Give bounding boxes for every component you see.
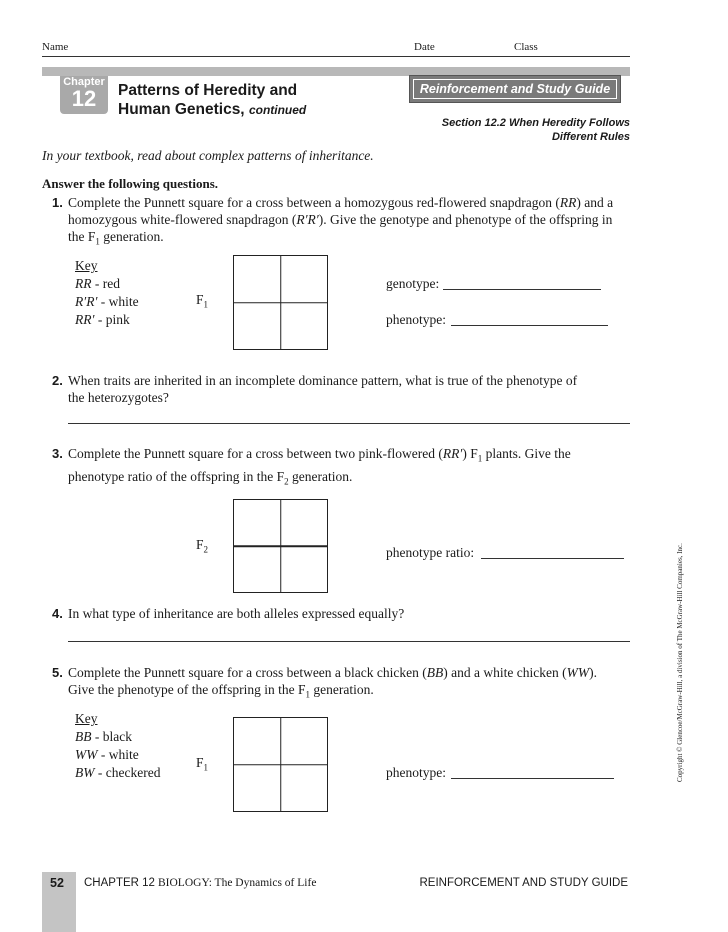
q1-key-code: R′R′ (75, 294, 98, 309)
q1-line1-c: ) and a (576, 195, 614, 210)
q1-key-code: RR (75, 276, 92, 291)
instructions: Answer the following questions. (42, 176, 219, 191)
q1-genotype-answer-line[interactable] (443, 289, 601, 290)
q5-line1-d: WW (566, 665, 590, 680)
q5-key-desc: - checkered (94, 765, 161, 780)
q4-answer-line[interactable] (68, 641, 630, 642)
footer-book: BIOLOGY: The Dynamics of Life (158, 877, 317, 889)
q5-number: 5. (52, 665, 63, 680)
name-label: Name (42, 41, 69, 53)
q1-key (75, 257, 139, 329)
q5-line2-b: generation. (309, 682, 374, 697)
q3-line1-sub: 1 (477, 453, 483, 464)
q1-line3-a: the F (68, 229, 96, 244)
q5-key-code: BB (75, 729, 92, 744)
q1-punnett-square[interactable] (233, 255, 328, 350)
q2-answer-line[interactable] (68, 423, 630, 424)
q1-line2-c: ). Give the genotype and phenotype of the offspring in (318, 212, 613, 227)
q3-line1-a: Complete the Punnett square for a cross between two pink-flowered ( (68, 446, 443, 461)
q2-number: 2. (52, 373, 63, 388)
q5-line2-sub: 1 (305, 689, 310, 700)
q1-key-desc: - white (97, 294, 139, 309)
title-text: Human Genetics, (118, 101, 245, 118)
q1-key-code: RR′ (75, 312, 95, 327)
q3-line1-c: ) F (462, 446, 478, 461)
gen-sub: 1 (203, 299, 209, 310)
q5-line1-a: Complete the Punnett square for a cross between a black chicken ( (68, 665, 427, 680)
q5-key-code: BW (75, 765, 95, 780)
q1-phenotype-answer-line[interactable] (451, 325, 608, 326)
guide-label-box (410, 76, 620, 102)
q4-text: In what type of inheritance are both alleles expressed equally? (68, 606, 405, 621)
q1-text (68, 194, 636, 251)
chapter-number: 12 (71, 86, 97, 111)
banner-bar (42, 67, 630, 76)
q1-line1-b: RR (559, 195, 577, 210)
q4-number: 4. (52, 606, 63, 621)
name-date-class-rule (42, 56, 630, 57)
q5-phenotype-answer-line[interactable] (451, 778, 614, 779)
gen-sub: 2 (203, 544, 209, 555)
q3-line2-sub: 2 (284, 476, 289, 487)
section-line1: Section 12.2 When Heredity Follows (441, 117, 630, 129)
q3-ratio-label: phenotype ratio: (386, 545, 475, 560)
q1-generation-label (196, 292, 208, 310)
q5-key-title: Key (75, 711, 98, 726)
chapter-word: Chapter (63, 76, 105, 88)
q5-line1-c: ) and a white chicken ( (443, 665, 567, 680)
q1-key-desc: - red (91, 276, 120, 291)
footer-guide: REINFORCEMENT AND STUDY GUIDE (419, 877, 628, 889)
q5-line2-a: Give the phenotype of the offspring in the F (68, 682, 306, 697)
intro-text: In your textbook, read about complex patterns of inheritance. (42, 148, 374, 163)
q5-key-desc: - white (97, 747, 139, 762)
q5-line1-e: ). (589, 665, 597, 680)
page-number: 52 (50, 876, 64, 890)
q5-punnett-square[interactable] (233, 717, 328, 812)
chapter-badge (60, 76, 108, 114)
q5-phenotype-label: phenotype: (386, 765, 446, 780)
date-label: Date (414, 41, 435, 53)
q3-line2-b: generation. (288, 468, 353, 484)
q1-line3-sub: 1 (95, 236, 100, 247)
q5-generation-label (196, 755, 208, 773)
q5-text (68, 664, 636, 704)
q3-line1-b: RR′ (442, 446, 463, 461)
q1-number: 1. (52, 195, 63, 210)
q3-punnett-square[interactable] (233, 499, 328, 593)
q1-line1-a: Complete the Punnett square for a cross between a homozygous red-flowered snapdragon ( (68, 195, 560, 210)
q5-line1-b: BB (426, 665, 444, 680)
guide-label: Reinforcement and Study Guide (419, 82, 611, 96)
page-title-line2 (118, 101, 306, 119)
q3-line2-a: phenotype ratio of the offspring in the F (68, 468, 285, 484)
gen-sub: 1 (203, 762, 209, 773)
copyright-notice: Copyright © Glencoe/McGraw-Hill, a division of The McGraw-Hill Companies, Inc. (676, 543, 684, 782)
q3-ratio-answer-line[interactable] (481, 558, 624, 559)
q1-genotype-label: genotype: (386, 276, 440, 291)
q2-line1: When traits are inherited in an incomplete dominance pattern, what is true of the phenotype of (68, 373, 578, 388)
q5-key-code: WW (75, 747, 98, 762)
q3-number: 3. (52, 446, 63, 461)
q2-line2: the heterozygotes? (68, 390, 169, 405)
q5-key (75, 710, 160, 782)
q3-line1-d: plants. Give the (482, 446, 571, 461)
q1-line2-b: R′R′ (296, 212, 319, 227)
section-line2: Different Rules (551, 131, 630, 143)
footer-chapter: CHAPTER 12 (84, 877, 155, 889)
gen-letter: F (196, 537, 204, 552)
q1-line3-b: generation. (99, 229, 164, 244)
q2-text (68, 372, 636, 406)
q5-key-desc: - black (91, 729, 132, 744)
q1-key-desc: - pink (94, 312, 130, 327)
class-label: Class (514, 41, 538, 53)
gen-letter: F (196, 292, 204, 307)
q3-text (68, 445, 636, 490)
title-continued: continued (248, 103, 307, 117)
gen-letter: F (196, 755, 204, 770)
page-title-line1: Patterns of Heredity and (118, 82, 298, 99)
q1-line2-a: homozygous white-flowered snapdragon ( (68, 212, 297, 227)
q1-phenotype-label: phenotype: (386, 312, 446, 327)
q1-key-title: Key (75, 258, 98, 273)
q3-generation-label (196, 537, 208, 555)
